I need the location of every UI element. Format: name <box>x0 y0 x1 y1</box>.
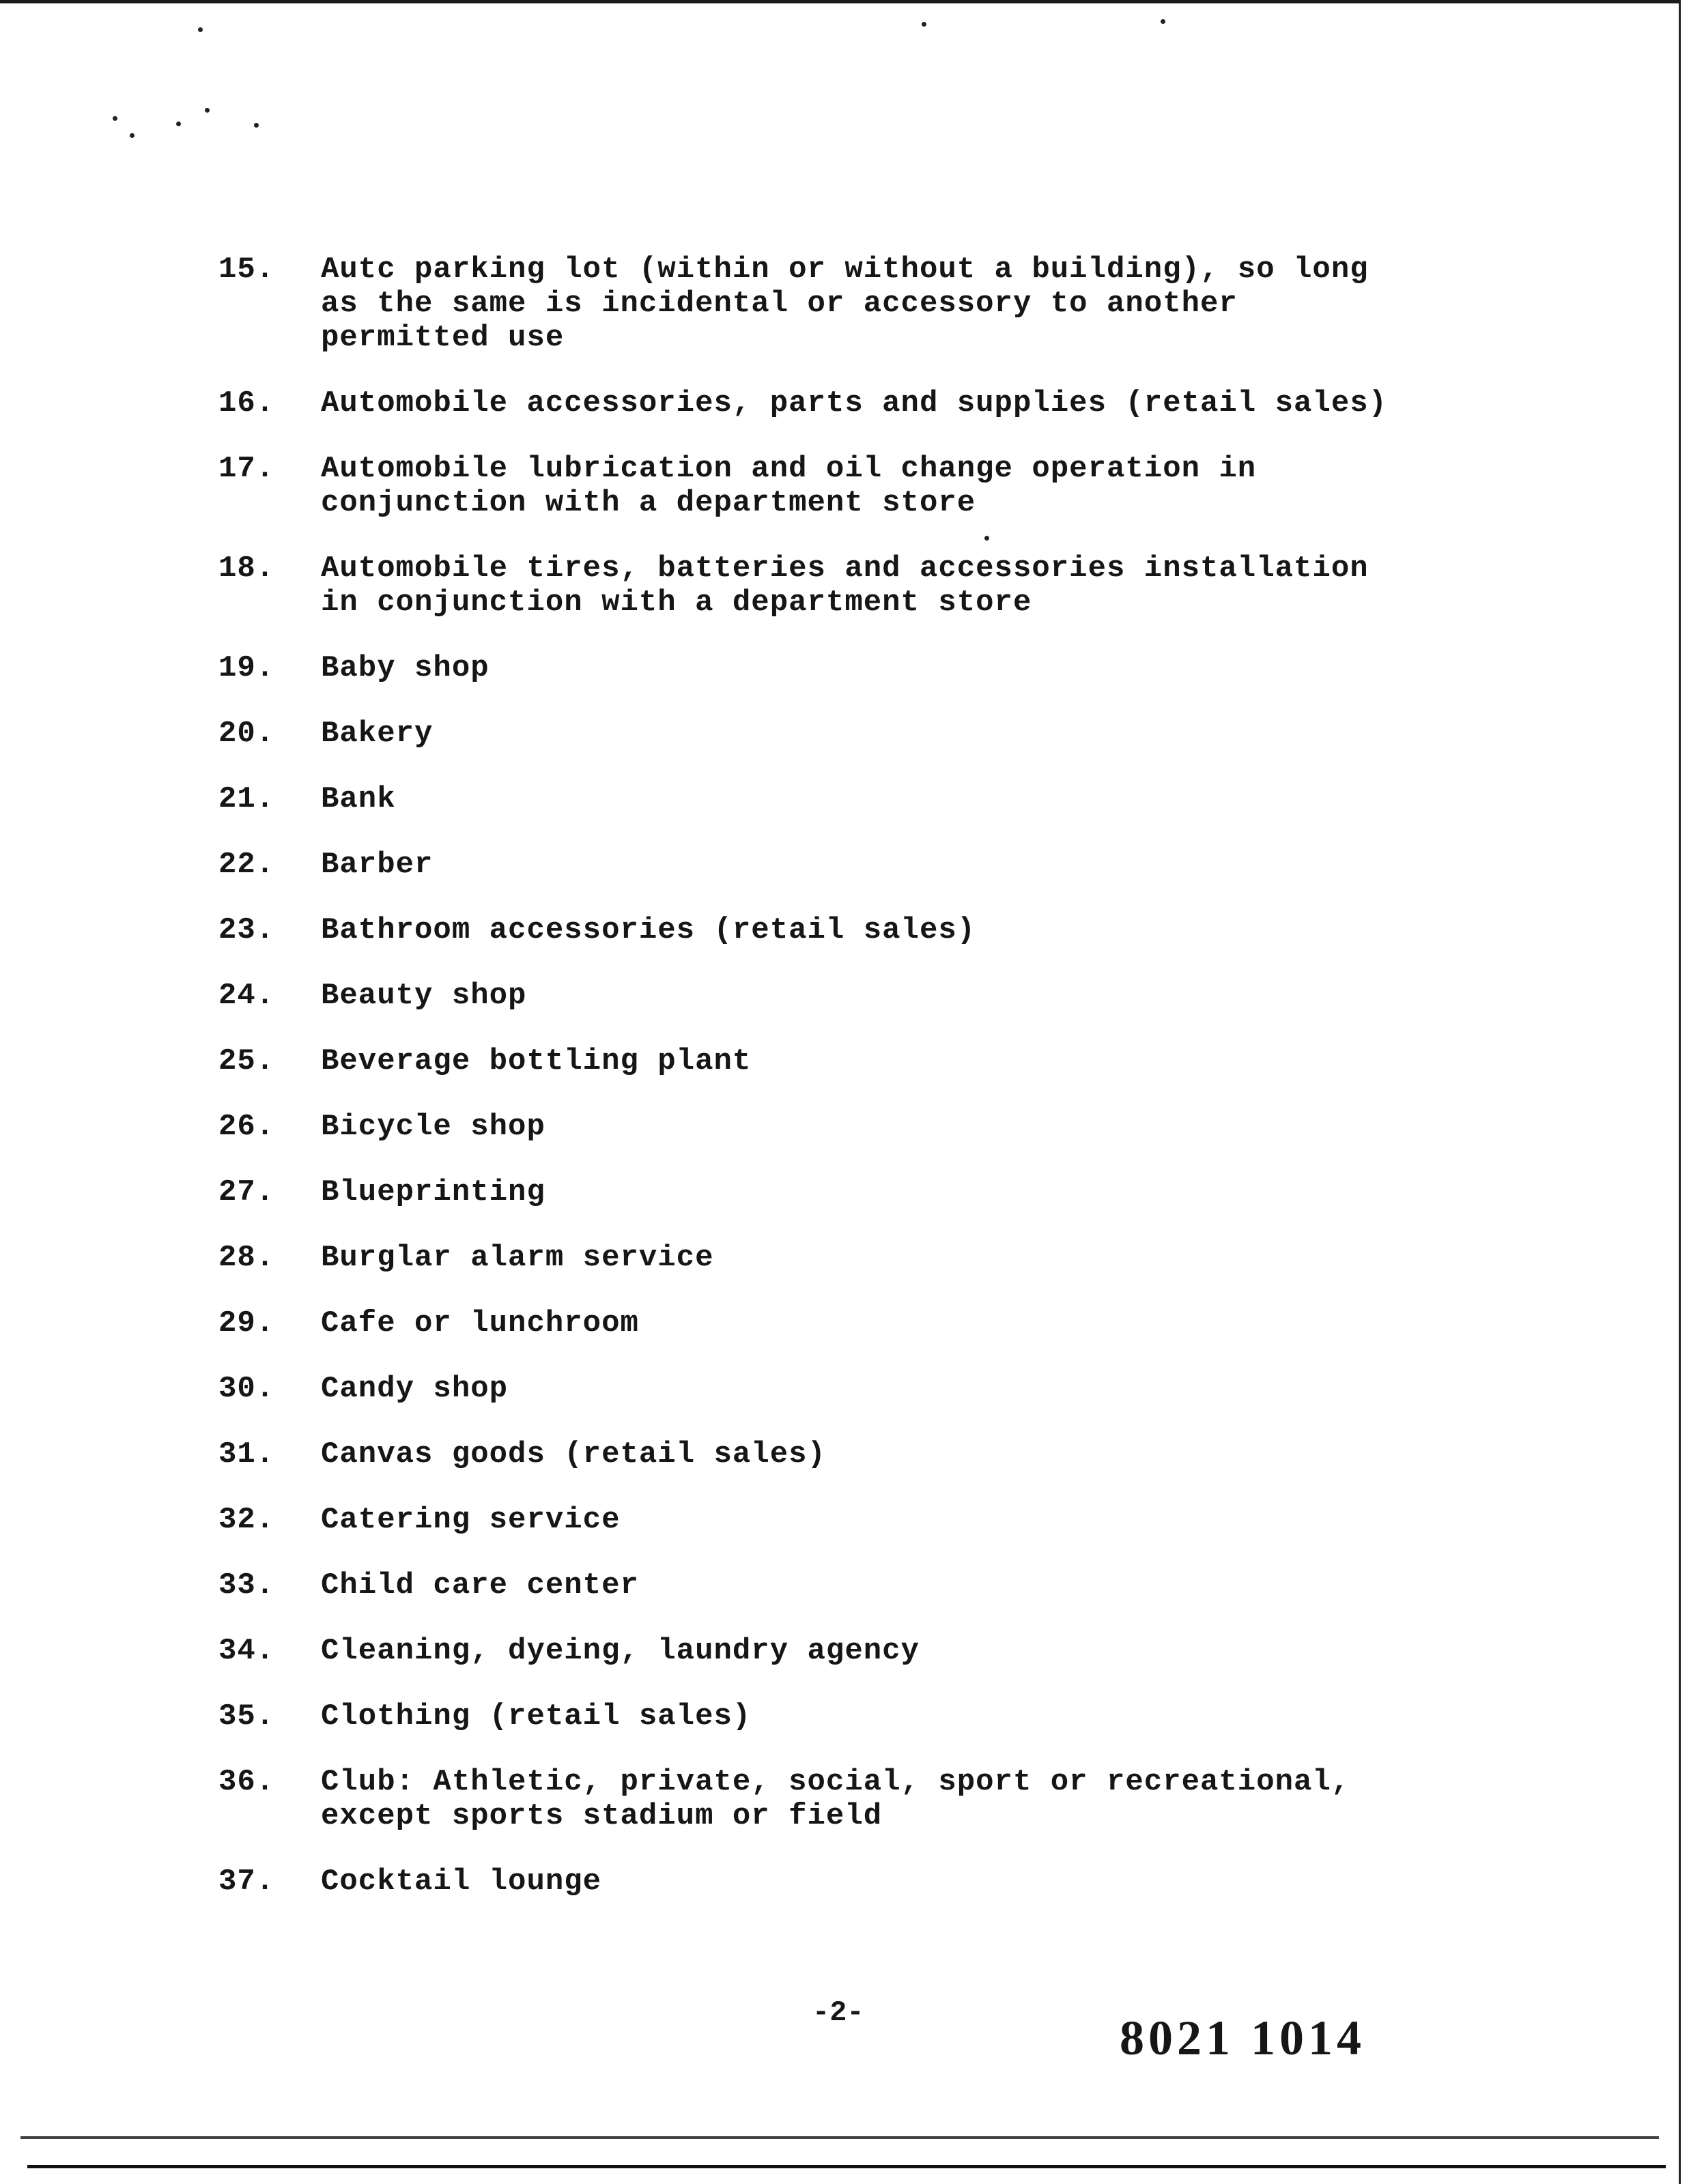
item-text: Bakery <box>321 717 434 751</box>
item-text: Blueprinting <box>321 1175 545 1209</box>
scan-top-border <box>0 0 1704 3</box>
item-text: Canvas goods (retail sales) <box>321 1437 826 1471</box>
item-text: Child care center <box>321 1568 639 1603</box>
item-number: 34. <box>218 1634 275 1668</box>
document-id: 8021 1014 <box>1120 2011 1365 2065</box>
scan-speck <box>113 116 117 121</box>
list-item <box>218 1110 1516 1144</box>
list-item <box>218 1568 1516 1603</box>
item-text: Cleaning, dyeing, laundry agency <box>321 1634 920 1668</box>
list-item <box>218 1699 1516 1734</box>
item-number: 19. <box>218 651 275 685</box>
item-number: 17. <box>218 452 275 486</box>
scan-speck <box>176 121 181 126</box>
item-number: 31. <box>218 1437 275 1471</box>
list-item <box>218 1865 1516 1899</box>
item-text: Automobile accessories, parts and supplies (retail sales) <box>321 386 1388 420</box>
item-number: 22. <box>218 848 275 882</box>
list-item <box>218 782 1516 816</box>
list-item <box>218 717 1516 751</box>
list-item <box>218 1634 1516 1668</box>
item-number: 21. <box>218 782 275 816</box>
item-number: 28. <box>218 1241 275 1275</box>
list-item <box>218 848 1516 882</box>
item-number: 16. <box>218 386 275 420</box>
item-text: Cocktail lounge <box>321 1865 602 1899</box>
item-number: 15. <box>218 253 275 287</box>
scan-speck <box>205 108 210 113</box>
item-number: 23. <box>218 913 275 947</box>
item-number: 37. <box>218 1865 275 1899</box>
scan-speck <box>254 123 259 128</box>
scan-speck <box>1161 19 1165 24</box>
item-text: Barber <box>321 848 434 882</box>
scan-right-border <box>1679 0 1704 2184</box>
scan-speck <box>130 133 134 138</box>
list-item <box>218 386 1516 420</box>
item-number: 29. <box>218 1306 275 1340</box>
item-text: Catering service <box>321 1503 621 1537</box>
item-number: 35. <box>218 1699 275 1734</box>
list-item <box>218 1372 1516 1406</box>
page-number: -2- <box>812 1996 864 2029</box>
list-item <box>218 1437 1516 1471</box>
scan-speck <box>198 27 203 32</box>
list-item <box>218 913 1516 947</box>
permitted-uses-list <box>218 253 1516 1930</box>
list-item <box>218 1503 1516 1537</box>
item-text: Automobile lubrication and oil change operation in conjunction with a department store <box>321 452 1257 520</box>
item-number: 32. <box>218 1503 275 1537</box>
item-text: Beverage bottling plant <box>321 1044 752 1078</box>
list-item <box>218 1044 1516 1078</box>
item-number: 30. <box>218 1372 275 1406</box>
item-number: 24. <box>218 979 275 1013</box>
scan-bottom-line <box>20 2136 1659 2139</box>
item-text: Clothing (retail sales) <box>321 1699 752 1734</box>
item-text: Bathroom accessories (retail sales) <box>321 913 976 947</box>
item-number: 33. <box>218 1568 275 1603</box>
list-item <box>218 253 1516 355</box>
list-item <box>218 651 1516 685</box>
list-item <box>218 1241 1516 1275</box>
item-text: Automobile tires, batteries and accessories installation in conjunction with a department store <box>321 551 1369 620</box>
list-item <box>218 1765 1516 1833</box>
item-number: 18. <box>218 551 275 586</box>
item-text: Autc parking lot (within or without a building), so long as the same is incidental or accessory to another permitted use <box>321 253 1369 355</box>
list-item <box>218 452 1516 520</box>
scan-bottom-border <box>27 2165 1666 2168</box>
list-item <box>218 979 1516 1013</box>
item-text: Burglar alarm service <box>321 1241 714 1275</box>
item-text: Beauty shop <box>321 979 527 1013</box>
item-text: Candy shop <box>321 1372 509 1406</box>
item-number: 26. <box>218 1110 275 1144</box>
item-text: Bank <box>321 782 396 816</box>
item-number: 27. <box>218 1175 275 1209</box>
item-number: 20. <box>218 717 275 751</box>
item-text: Bicycle shop <box>321 1110 545 1144</box>
item-text: Baby shop <box>321 651 489 685</box>
item-number: 36. <box>218 1765 275 1799</box>
list-item <box>218 551 1516 620</box>
scan-speck <box>922 22 926 27</box>
item-text: Club: Athletic, private, social, sport or recreational, except sports stadium or field <box>321 1765 1350 1833</box>
list-item <box>218 1175 1516 1209</box>
item-text: Cafe or lunchroom <box>321 1306 639 1340</box>
item-number: 25. <box>218 1044 275 1078</box>
list-item <box>218 1306 1516 1340</box>
